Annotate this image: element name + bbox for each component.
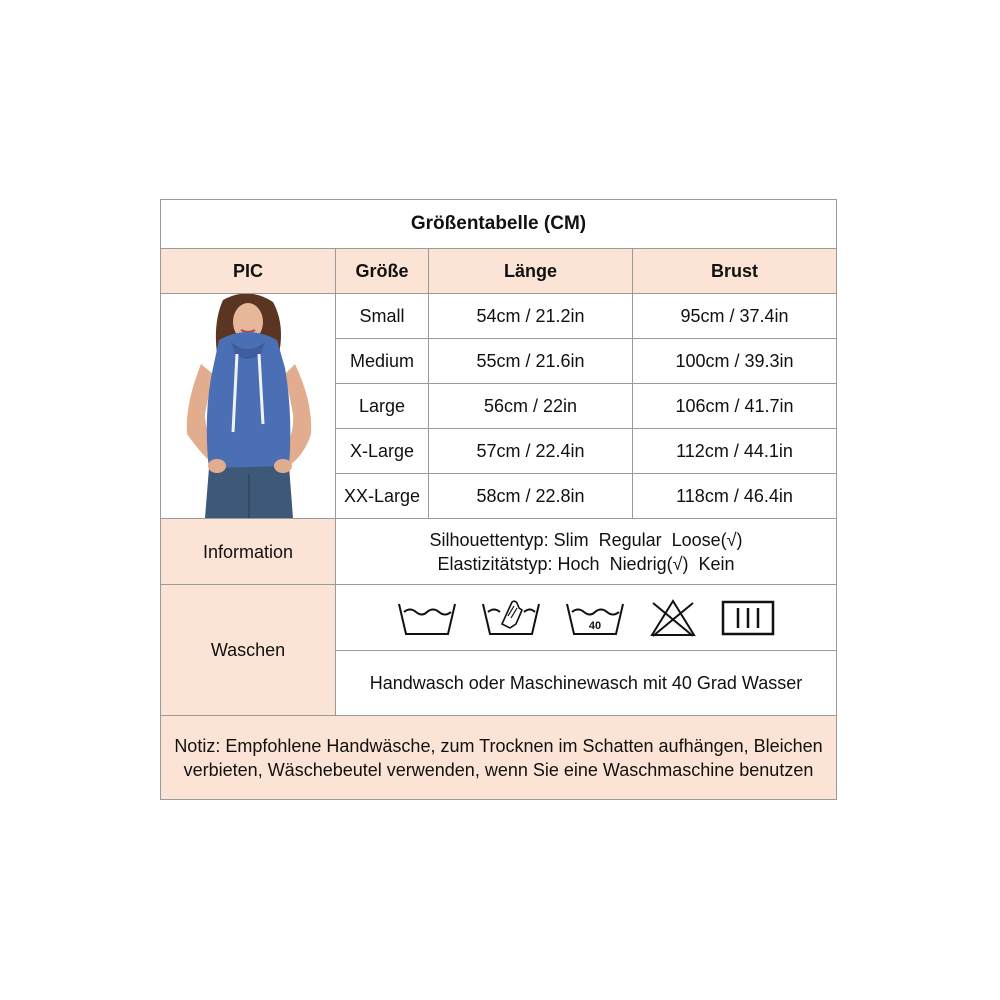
length-cell: 58cm / 22.8in: [428, 473, 633, 519]
length-cell: 57cm / 22.4in: [428, 428, 633, 474]
bust-cell: 106cm / 41.7in: [632, 383, 837, 429]
product-photo: [160, 293, 336, 519]
length-cell: 55cm / 21.6in: [428, 338, 633, 384]
no-bleach-icon: [648, 598, 698, 638]
wash-40-icon: [564, 598, 626, 638]
model-photo-illustration: [161, 294, 335, 518]
header-size: Größe: [335, 248, 429, 294]
information-content: [335, 518, 837, 585]
bust-cell: 112cm / 44.1in: [632, 428, 837, 474]
length-cell: 56cm / 22in: [428, 383, 633, 429]
silhouette-type-line: Silhouettentyp: Slim Regular Loose(√): [429, 529, 743, 550]
header-length: Länge: [428, 248, 633, 294]
bust-cell: 95cm / 37.4in: [632, 293, 837, 339]
washing-label: Waschen: [160, 584, 336, 716]
header-bust: Brust: [632, 248, 837, 294]
size-cell: Small: [335, 293, 429, 339]
size-cell: X-Large: [335, 428, 429, 474]
size-cell: Large: [335, 383, 429, 429]
washing-instructions: Handwasch oder Maschinewasch mit 40 Grad Wasser: [335, 650, 837, 716]
length-cell: 54cm / 21.2in: [428, 293, 633, 339]
hand-wash-icon: [480, 598, 542, 638]
care-note: Notiz: Empfohlene Handwäsche, zum Trocknen im Schatten aufhängen, Bleichen verbieten, Wäschebeutel verwenden, wenn Sie eine Waschmaschine benutzen: [160, 715, 837, 800]
table-title: Größentabelle (CM): [160, 199, 837, 249]
elasticity-type-line: Elastizitätstyp: Hoch Niedrig(√) Kein: [437, 553, 735, 574]
header-pic: PIC: [160, 248, 336, 294]
washing-icons: [335, 584, 837, 651]
size-cell: Medium: [335, 338, 429, 384]
drip-dry-icon: [720, 598, 776, 638]
wash-tub-icon: [396, 598, 458, 638]
wash-temperature-label: 40: [588, 619, 602, 632]
size-cell: XX-Large: [335, 473, 429, 519]
information-label: Information: [160, 518, 336, 585]
bust-cell: 118cm / 46.4in: [632, 473, 837, 519]
size-chart-table: [160, 199, 837, 800]
bust-cell: 100cm / 39.3in: [632, 338, 837, 384]
